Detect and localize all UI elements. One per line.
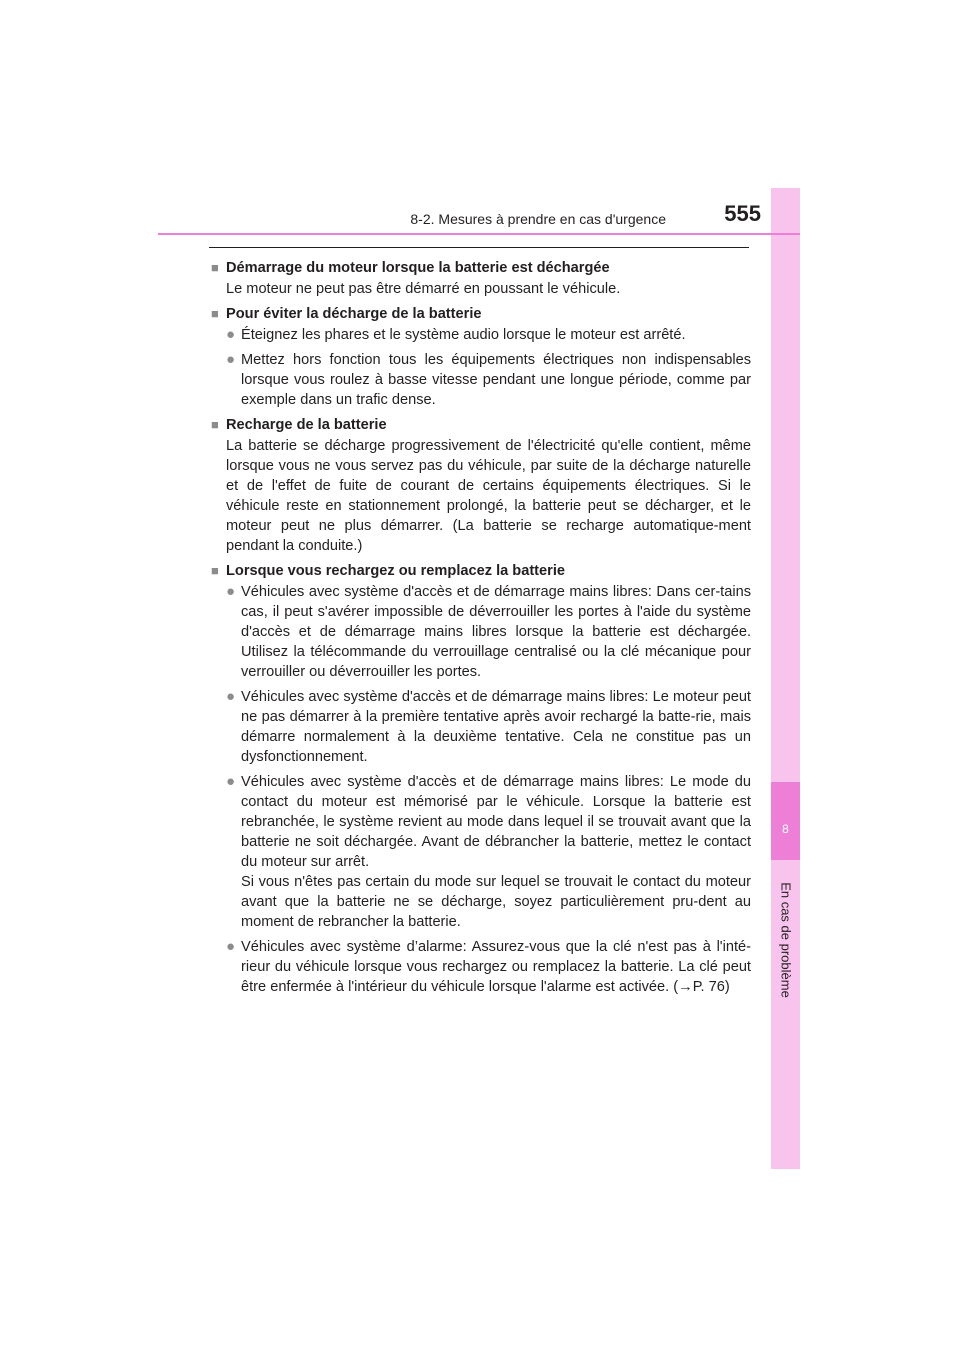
chapter-label: En cas de problème: [778, 882, 794, 998]
chapter-tab: [771, 782, 800, 860]
list-item: [211, 582, 751, 682]
section-block: [211, 415, 751, 556]
round-bullet-icon: ●: [226, 688, 236, 705]
list-item-text: Véhicules avec système d'accès et de démarrage mains libres: Dans cer-tains cas, il peut s'avérer impossible de déverrouiller les portes à l'aide du système d'accès et de démarrage mains libres lorsque la batterie est déchargée. Utilisez la télécommande du verrouillage centralisé ou la clé mécanique pour verrouiller ou déverrouiller les portes.: [241, 584, 751, 680]
page-content: [211, 258, 751, 1002]
list-item: [211, 325, 751, 345]
list-item: [211, 772, 751, 932]
section-heading: [211, 304, 751, 324]
section-heading-text: Recharge de la batterie: [226, 417, 387, 433]
section-heading-text: Démarrage du moteur lorsque la batterie est déchargée: [226, 260, 610, 276]
content-rule: [209, 247, 749, 248]
round-bullet-icon: ●: [226, 773, 236, 790]
chapter-side-strip: [771, 188, 800, 1169]
section-block: [211, 258, 751, 299]
section-block: [211, 561, 751, 997]
round-bullet-icon: ●: [226, 938, 236, 955]
section-block: [211, 304, 751, 410]
list-item: [211, 350, 751, 410]
section-heading-text: Lorsque vous rechargez ou remplacez la batterie: [226, 563, 566, 579]
section-heading-text: Pour éviter la décharge de la batterie: [226, 306, 482, 322]
page-number: 555: [724, 201, 761, 226]
round-bullet-icon: ●: [226, 326, 236, 343]
section-paragraph: La batterie se décharge progressivement de l'électricité qu'elle contient, même lorsque vous ne vous servez pas du véhicule, par suite de la décharge naturelle et de l'effet de fuite de courant de certains équipements électriques. Si le véhicule reste en stationnement prolongé, la batterie peut se décharger, et le moteur peut ne plus démarrer. (La batterie se recharge automatique-ment pendant la conduite.): [226, 438, 751, 554]
square-bullet-icon: ■: [211, 306, 219, 321]
header-section-title: 8-2. Mesures à prendre en cas d'urgence: [410, 211, 666, 227]
square-bullet-icon: ■: [211, 417, 219, 432]
square-bullet-icon: ■: [211, 260, 219, 275]
list-item-text: Véhicules avec système d'accès et de démarrage mains libres: Le mode du contact du moteur est mémorisé par le véhicule. Lorsque la batterie est rebranchée, le système revient au mode dans lequel il se trouvait avant que la batterie ne soit déchargée. Avant de débrancher la batterie, mettez le contact du moteur sur arrêt. Si vous n'êtes pas certain du mode sur lequel se trouvait le contact du moteur avant que la batterie ne se décharge, soyez particulièrement pru-dent au moment de rebrancher la batterie.: [241, 774, 751, 930]
list-item-text: Éteignez les phares et le système audio lorsque le moteur est arrêté.: [241, 327, 686, 343]
header-rule: [158, 233, 800, 235]
round-bullet-icon: ●: [226, 583, 236, 600]
list-item: [211, 687, 751, 767]
list-item-text: Véhicules avec système d’alarme: Assurez-vous que la clé n'est pas à l'inté-rieur du véhicule lorsque vous rechargez ou remplacez la batterie. La clé peut être enfermée à l'intérieur du véhicule lorsque l'alarme est activée. (→P. 76): [241, 939, 751, 995]
list-item-text: Véhicules avec système d'accès et de démarrage mains libres: Le moteur peut ne pas démarrer à la première tentative après avoir rechargé la batte-rie, mais démarre normalement à la deuxième tentative. Cela ne constitue pas un dysfonctionnement.: [241, 689, 751, 765]
list-item: [211, 937, 751, 997]
section-paragraph: Le moteur ne peut pas être démarré en poussant le véhicule.: [226, 281, 621, 297]
square-bullet-icon: ■: [211, 563, 219, 578]
section-heading: [211, 258, 751, 278]
chapter-number: 8: [782, 822, 789, 836]
round-bullet-icon: ●: [226, 351, 236, 368]
list-item-text: Mettez hors fonction tous les équipements électriques non indispensables lorsque vous roulez à basse vitesse pendant une longue période, comme par exemple dans un trafic dense.: [241, 352, 751, 408]
section-heading: [211, 415, 751, 435]
section-heading: [211, 561, 751, 581]
